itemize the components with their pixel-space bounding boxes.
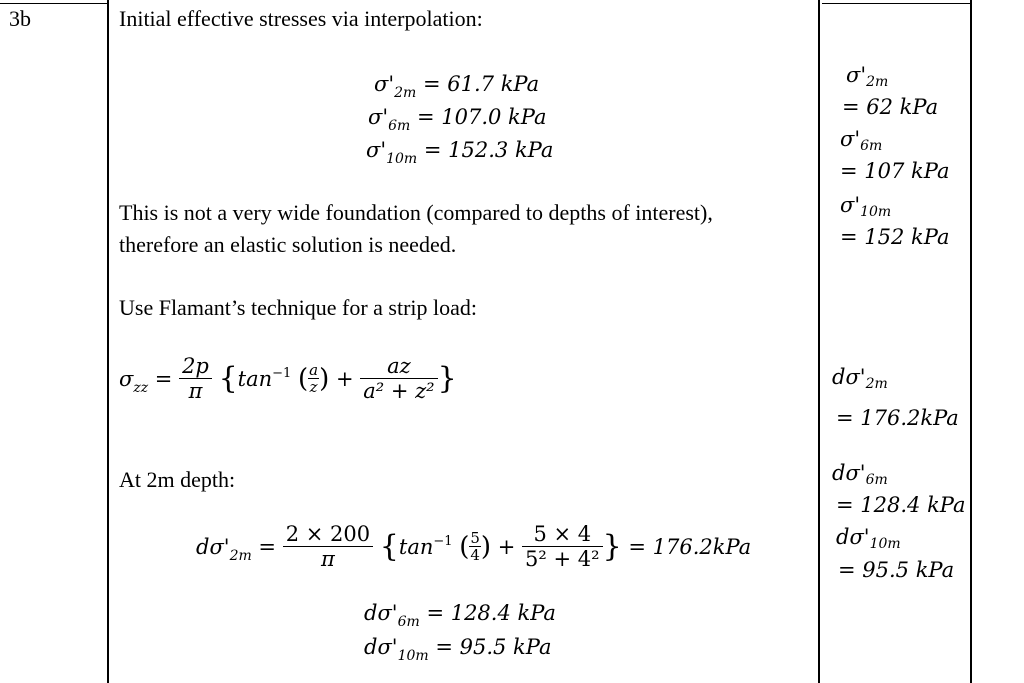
column-divider-1 (107, 0, 109, 683)
answer-d2-val: = 176.2kPa (836, 406, 959, 430)
answer-d10-sym: dσ'10m (836, 525, 901, 552)
depth-text: At 2m depth: (119, 467, 236, 492)
result-10m: $d\sigma'_{10m} = 95.5$ kPa (364, 635, 552, 664)
stress-6m: $\sigma'_{6m} = 107.0$ kPa (368, 105, 547, 134)
answer-s2-val: = 62 kPa (842, 95, 939, 119)
paragraph-line-2: therefore an elastic solution is needed. (119, 232, 457, 257)
column-divider-3 (970, 0, 972, 683)
answer-s10-sym: σ'10m (840, 193, 892, 220)
top-border-left (0, 3, 108, 4)
calc-2m: $d\sigma'_{2m}$ = $\frac{2 \times 200}{\pi}$ {$\tan^{-1}$ ( $\frac{5}{4}$ ) + $\frac{5 \times 4}{\text{5² + 4²}}$ } = 176.2kPa (196, 522, 752, 571)
stress-2m: $\sigma'_{2m} = 61.7$ kPa (374, 72, 540, 101)
answer-s6-val: = 107 kPa (840, 159, 950, 183)
column-divider-2 (818, 0, 820, 683)
row-label: 3b (9, 6, 31, 31)
answer-s10-val: = 152 kPa (840, 225, 950, 249)
answer-d6-val: = 128.4 kPa (836, 493, 966, 517)
answer-d10-val: = 95.5 kPa (838, 558, 955, 582)
intro-text: Initial effective stresses via interpolation: (119, 6, 483, 31)
result-6m: $d\sigma'_{6m} = 128.4$ kPa (364, 601, 556, 630)
answer-s2-sym: σ'2m (846, 63, 889, 90)
flamant-formula: $\sigma_{zz}$ = $\frac{2p}{\pi}$ {$\tan^{-1}$ ( $\frac{a}{z}$ ) + $\frac{az}{\text{a² + z²}}$ } (119, 354, 457, 403)
answer-s6-sym: σ'6m (840, 127, 883, 154)
stress-10m: $\sigma'_{10m} = 152.3$ kPa (366, 138, 554, 167)
answer-d2-sym: dσ'2m (832, 365, 888, 392)
answer-d6-sym: dσ'6m (832, 461, 888, 488)
top-border-right (822, 3, 972, 4)
paragraph-line-1: This is not a very wide foundation (compared to depths of interest), (119, 200, 713, 225)
flamant-text: Use Flamant’s technique for a strip load: (119, 295, 478, 320)
